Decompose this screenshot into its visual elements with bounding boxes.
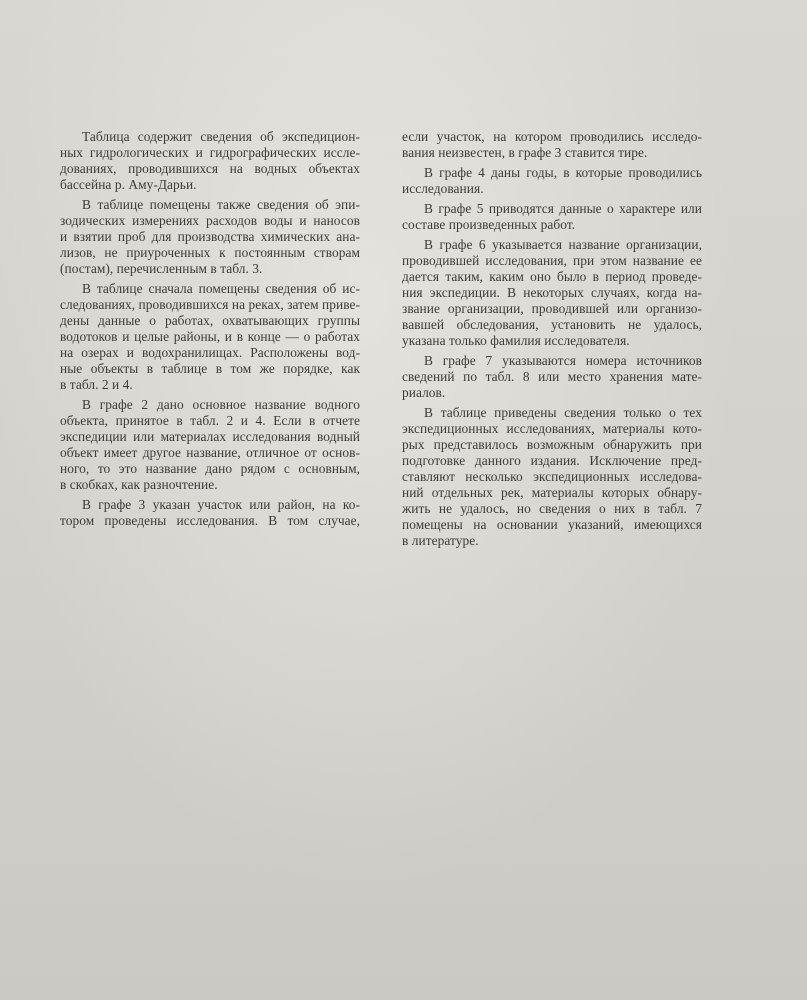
paragraph: [402, 405, 702, 549]
text-line: В графе 6 указывается название организации,: [424, 237, 702, 252]
text-line: экспедиции или материалах исследования водный: [60, 429, 360, 444]
text-line: ных гидрологических и гидрографических иссле-: [60, 145, 360, 160]
text-line: жить не удалось, но сведения о них в табл. 7: [402, 501, 702, 516]
text-line: дены данные о работах, охватывающих группы: [60, 313, 360, 328]
paragraph: [60, 197, 360, 277]
text-line: ного, то это название дано рядом с основным,: [60, 461, 360, 476]
text-line: исследования.: [402, 181, 484, 196]
text-line: проводившей исследования, при этом название ее: [402, 253, 702, 268]
text-line: объекта, принятое в табл. 2 и 4. Если в отчете: [60, 413, 360, 428]
text-line: зодических измерениях расходов воды и наносов: [60, 213, 360, 228]
text-line: (постам), перечисленным в табл. 3.: [60, 261, 263, 276]
text-line: вания неизвестен, в графе 3 ставится тире.: [402, 145, 648, 160]
text-line: бассейна р. Аму-Дарьи.: [60, 177, 197, 192]
paragraph: [60, 129, 360, 193]
text-line: дованиях, проводившихся на водных объектах: [60, 161, 360, 176]
right-text-column: [402, 129, 702, 553]
text-line: вавшей обследования, установить не удалось,: [402, 317, 702, 332]
text-line: сведений по табл. 8 или место хранения мате-: [402, 369, 702, 384]
paragraph: [402, 353, 702, 401]
text-line: ния экспедиции. В некоторых случаях, когда на-: [402, 285, 702, 300]
text-line: объект имеет другое название, отличное от основ-: [60, 445, 360, 460]
paragraph: [402, 201, 702, 233]
text-line: водотоков и целые районы, и в конце — о работах: [60, 329, 360, 344]
text-line: тором проведены исследования. В том случае,: [60, 513, 360, 528]
text-line: помещены на основании указаний, имеющихся: [402, 517, 702, 532]
text-line: В графе 3 указан участок или район, на ко-: [82, 497, 360, 512]
paragraph: [402, 165, 702, 197]
text-line: если участок, на котором проводились исследо-: [402, 129, 702, 144]
text-line: В графе 5 приводятся данные о характере или: [424, 201, 702, 216]
text-line: Таблица содержит сведения об экспедицион-: [82, 129, 360, 144]
paragraph: [60, 497, 360, 529]
paragraph: [402, 129, 702, 161]
text-line: следованиях, проводившихся на реках, затем приве-: [60, 297, 360, 312]
text-line: В графе 4 даны годы, в которые проводились: [424, 165, 702, 180]
text-line: подготовке данного издания. Исключение пред-: [402, 453, 702, 468]
text-line: составе произведенных работ.: [402, 217, 576, 232]
text-line: звание организации, проводившей или организо-: [402, 301, 702, 316]
text-line: В графе 7 указываются номера источников: [424, 353, 702, 368]
text-line: ний отдельных рек, материалы которых обнару-: [402, 485, 702, 500]
text-line: в скобках, как разночтение.: [60, 477, 218, 492]
text-line: лизов, не приуроченных к постоянным створам: [60, 245, 360, 260]
text-line: экспедиционных исследованиях, материалы кото-: [402, 421, 702, 436]
text-line: ные объекты в таблице в том же порядке, как: [60, 361, 360, 376]
text-line: ставляют несколько экспедиционных исследова-: [402, 469, 702, 484]
text-line: рых представилось возможным обнаружить при: [402, 437, 702, 452]
text-line: в литературе.: [402, 533, 479, 548]
paragraph: [60, 281, 360, 393]
text-line: В таблице помещены также сведения об эпи-: [82, 197, 360, 212]
paragraph: [60, 397, 360, 493]
text-line: риалов.: [402, 385, 446, 400]
text-line: дается таким, каким оно было в период проведе-: [402, 269, 702, 284]
text-line: В таблице сначала помещены сведения об ис-: [82, 281, 360, 296]
text-line: и взятии проб для производства химических ана-: [60, 229, 360, 244]
text-line: В таблице приведены сведения только о тех: [424, 405, 702, 420]
left-text-column: [60, 129, 360, 533]
text-line: В графе 2 дано основное название водного: [82, 397, 360, 412]
text-line: на озерах и водохранилищах. Расположены вод-: [60, 345, 360, 360]
text-line: указана только фамилия исследователя.: [402, 333, 630, 348]
paragraph: [402, 237, 702, 349]
text-line: в табл. 2 и 4.: [60, 377, 133, 392]
